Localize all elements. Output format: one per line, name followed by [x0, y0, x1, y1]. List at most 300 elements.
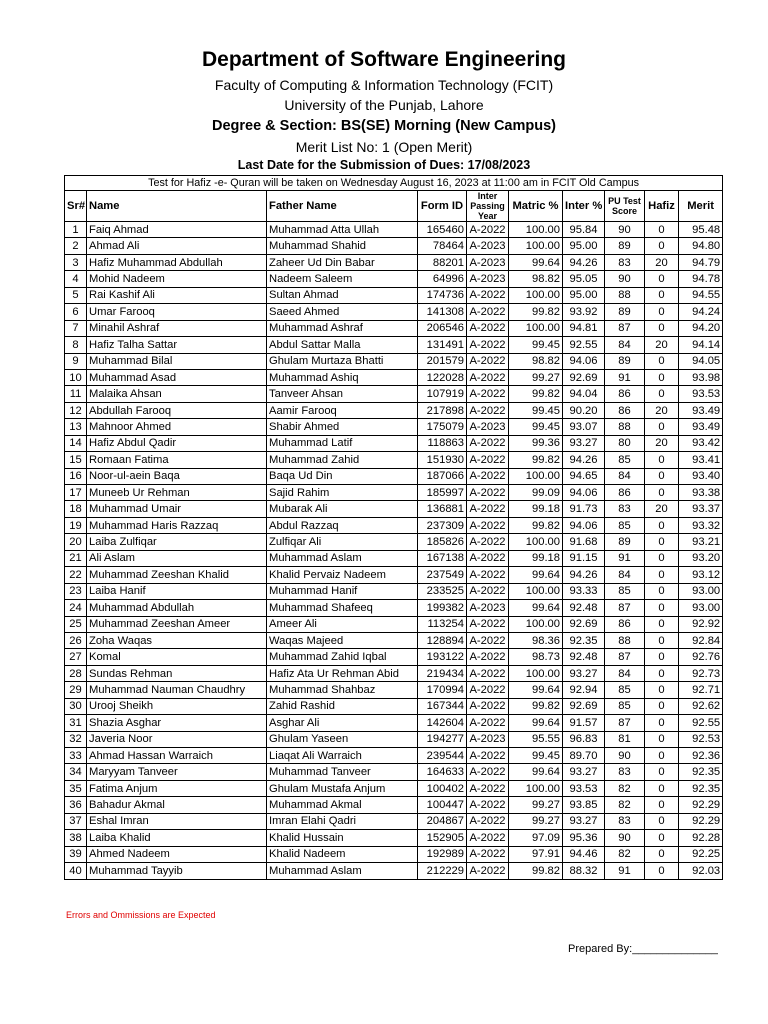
form-id-cell: 78464: [418, 238, 467, 254]
form-id-cell: 233525: [418, 583, 467, 599]
sr-cell: 37: [65, 813, 87, 829]
father-name-cell: Ghulam Yaseen: [267, 731, 418, 747]
matric-cell: 99.45: [509, 402, 563, 418]
inter-cell: 92.69: [563, 698, 605, 714]
col-header-passing-year: Inter Passing Year: [467, 191, 509, 222]
hafiz-cell: 0: [645, 698, 679, 714]
matric-cell: 99.64: [509, 764, 563, 780]
table-row: [65, 353, 723, 369]
sr-cell: 29: [65, 682, 87, 698]
inter-cell: 95.00: [563, 238, 605, 254]
table-row: [65, 665, 723, 681]
father-name-cell: Muhammad Zahid: [267, 452, 418, 468]
hafiz-cell: 0: [645, 632, 679, 648]
table-row: [65, 632, 723, 648]
form-id-cell: 174736: [418, 287, 467, 303]
name-cell: Hafiz Talha Sattar: [87, 337, 267, 353]
father-name-cell: Muhammad Shafeeq: [267, 600, 418, 616]
merit-cell: 94.05: [679, 353, 723, 369]
father-name-cell: Muhammad Aslam: [267, 863, 418, 879]
matric-cell: 100.00: [509, 665, 563, 681]
merit-cell: 92.84: [679, 632, 723, 648]
pu-score-cell: 83: [605, 501, 645, 517]
passing-year-cell: A-2022: [467, 632, 509, 648]
table-row: [65, 583, 723, 599]
pu-score-cell: 82: [605, 846, 645, 862]
father-name-cell: Saeed Ahmed: [267, 304, 418, 320]
matric-cell: 100.00: [509, 534, 563, 550]
table-row: [65, 715, 723, 731]
passing-year-cell: A-2023: [467, 271, 509, 287]
matric-cell: 99.64: [509, 682, 563, 698]
prepared-by: Prepared By:______________: [568, 943, 718, 955]
form-id-cell: 170994: [418, 682, 467, 698]
sr-cell: 8: [65, 337, 87, 353]
passing-year-cell: A-2022: [467, 616, 509, 632]
father-name-cell: Zahid Rashid: [267, 698, 418, 714]
form-id-cell: 136881: [418, 501, 467, 517]
merit-cell: 93.41: [679, 452, 723, 468]
inter-cell: 92.69: [563, 616, 605, 632]
hafiz-cell: 0: [645, 780, 679, 796]
merit-cell: 92.73: [679, 665, 723, 681]
father-name-cell: Muhammad Akmal: [267, 797, 418, 813]
form-id-cell: 107919: [418, 386, 467, 402]
merit-cell: 93.00: [679, 600, 723, 616]
merit-cell: 94.80: [679, 238, 723, 254]
name-cell: Bahadur Akmal: [87, 797, 267, 813]
table-row: [65, 468, 723, 484]
sr-cell: 23: [65, 583, 87, 599]
form-id-cell: 100402: [418, 780, 467, 796]
table-row: [65, 698, 723, 714]
sr-cell: 7: [65, 320, 87, 336]
inter-cell: 92.69: [563, 369, 605, 385]
hafiz-cell: 0: [645, 238, 679, 254]
matric-cell: 99.82: [509, 517, 563, 533]
matric-cell: 98.36: [509, 632, 563, 648]
inter-cell: 95.00: [563, 287, 605, 303]
university-line: University of the Punjab, Lahore: [284, 97, 484, 113]
form-id-cell: 219434: [418, 665, 467, 681]
sr-cell: 13: [65, 419, 87, 435]
hafiz-cell: 0: [645, 731, 679, 747]
pu-score-cell: 85: [605, 682, 645, 698]
table-row: [65, 402, 723, 418]
table-row: [65, 846, 723, 862]
hafiz-cell: 0: [645, 386, 679, 402]
name-cell: Shazia Asghar: [87, 715, 267, 731]
form-id-cell: 167344: [418, 698, 467, 714]
hafiz-cell: 0: [645, 304, 679, 320]
pu-score-cell: 87: [605, 649, 645, 665]
pu-score-cell: 89: [605, 534, 645, 550]
pu-score-cell: 86: [605, 485, 645, 501]
inter-cell: 92.94: [563, 682, 605, 698]
hafiz-cell: 20: [645, 254, 679, 270]
form-id-cell: 118863: [418, 435, 467, 451]
pu-score-cell: 86: [605, 402, 645, 418]
father-name-cell: Abdul Sattar Malla: [267, 337, 418, 353]
merit-cell: 92.92: [679, 616, 723, 632]
inter-cell: 91.73: [563, 501, 605, 517]
table-row: [65, 320, 723, 336]
pu-score-cell: 88: [605, 632, 645, 648]
hafiz-cell: 0: [645, 567, 679, 583]
form-id-cell: 164633: [418, 764, 467, 780]
form-id-cell: 131491: [418, 337, 467, 353]
form-id-cell: 201579: [418, 353, 467, 369]
hafiz-cell: 0: [645, 846, 679, 862]
merit-cell: 92.35: [679, 764, 723, 780]
sr-cell: 27: [65, 649, 87, 665]
sr-cell: 34: [65, 764, 87, 780]
passing-year-cell: A-2022: [467, 485, 509, 501]
form-id-cell: 204867: [418, 813, 467, 829]
inter-cell: 93.85: [563, 797, 605, 813]
hafiz-cell: 0: [645, 222, 679, 238]
passing-year-cell: A-2022: [467, 452, 509, 468]
table-row: [65, 369, 723, 385]
name-cell: Zoha Waqas: [87, 632, 267, 648]
name-cell: Muhammad Umair: [87, 501, 267, 517]
table-row: [65, 813, 723, 829]
passing-year-cell: A-2022: [467, 748, 509, 764]
sr-cell: 3: [65, 254, 87, 270]
inter-cell: 95.84: [563, 222, 605, 238]
inter-cell: 93.33: [563, 583, 605, 599]
col-header-merit: Merit: [679, 191, 723, 222]
table-row: [65, 682, 723, 698]
table-row: [65, 501, 723, 517]
sr-cell: 26: [65, 632, 87, 648]
merit-cell: 92.55: [679, 715, 723, 731]
merit-cell: 94.79: [679, 254, 723, 270]
inter-cell: 89.70: [563, 748, 605, 764]
sr-cell: 17: [65, 485, 87, 501]
passing-year-cell: A-2023: [467, 600, 509, 616]
merit-cell: 92.76: [679, 649, 723, 665]
sr-cell: 18: [65, 501, 87, 517]
merit-cell: 92.03: [679, 863, 723, 879]
inter-cell: 93.53: [563, 780, 605, 796]
sr-cell: 19: [65, 517, 87, 533]
hafiz-cell: 0: [645, 863, 679, 879]
name-cell: Malaika Ahsan: [87, 386, 267, 402]
pu-score-cell: 84: [605, 665, 645, 681]
passing-year-cell: A-2022: [467, 435, 509, 451]
inter-cell: 94.04: [563, 386, 605, 402]
inter-cell: 93.92: [563, 304, 605, 320]
matric-cell: 99.18: [509, 501, 563, 517]
passing-year-cell: A-2022: [467, 764, 509, 780]
name-cell: Muhammad Abdullah: [87, 600, 267, 616]
table-row: [65, 271, 723, 287]
hafiz-cell: 0: [645, 813, 679, 829]
pu-score-cell: 85: [605, 698, 645, 714]
merit-cell: 93.38: [679, 485, 723, 501]
inter-cell: 95.05: [563, 271, 605, 287]
sr-cell: 4: [65, 271, 87, 287]
pu-score-cell: 83: [605, 813, 645, 829]
merit-cell: 93.53: [679, 386, 723, 402]
name-cell: Muhammad Nauman Chaudhry: [87, 682, 267, 698]
merit-cell: 93.12: [679, 567, 723, 583]
sr-cell: 39: [65, 846, 87, 862]
matric-cell: 100.00: [509, 287, 563, 303]
father-name-cell: Khalid Pervaiz Nadeem: [267, 567, 418, 583]
passing-year-cell: A-2022: [467, 222, 509, 238]
name-cell: Muhammad Haris Razzaq: [87, 517, 267, 533]
hafiz-cell: 0: [645, 550, 679, 566]
pu-score-cell: 91: [605, 550, 645, 566]
hafiz-cell: 0: [645, 682, 679, 698]
inter-cell: 90.20: [563, 402, 605, 418]
pu-score-cell: 90: [605, 830, 645, 846]
sr-cell: 2: [65, 238, 87, 254]
matric-cell: 99.82: [509, 386, 563, 402]
merit-cell: 93.00: [679, 583, 723, 599]
name-cell: Ahmad Ali: [87, 238, 267, 254]
merit-cell: 93.49: [679, 419, 723, 435]
passing-year-cell: A-2023: [467, 419, 509, 435]
passing-year-cell: A-2022: [467, 698, 509, 714]
matric-cell: 97.09: [509, 830, 563, 846]
name-cell: Ahmad Hassan Warraich: [87, 748, 267, 764]
name-cell: Romaan Fatima: [87, 452, 267, 468]
passing-year-cell: A-2022: [467, 715, 509, 731]
passing-year-cell: A-2022: [467, 682, 509, 698]
father-name-cell: Sajid Rahim: [267, 485, 418, 501]
pu-score-cell: 84: [605, 337, 645, 353]
inter-cell: 95.36: [563, 830, 605, 846]
hafiz-cell: 0: [645, 797, 679, 813]
sr-cell: 25: [65, 616, 87, 632]
merit-cell: 94.20: [679, 320, 723, 336]
father-name-cell: Muhammad Ashiq: [267, 369, 418, 385]
hafiz-cell: 20: [645, 402, 679, 418]
passing-year-cell: A-2022: [467, 583, 509, 599]
matric-cell: 99.27: [509, 813, 563, 829]
matric-cell: 99.45: [509, 337, 563, 353]
pu-score-cell: 85: [605, 452, 645, 468]
inter-cell: 93.27: [563, 665, 605, 681]
father-name-cell: Muhammad Ashraf: [267, 320, 418, 336]
form-id-cell: 187066: [418, 468, 467, 484]
passing-year-cell: A-2022: [467, 665, 509, 681]
sr-cell: 30: [65, 698, 87, 714]
name-cell: Hafiz Muhammad Abdullah: [87, 254, 267, 270]
passing-year-cell: A-2022: [467, 386, 509, 402]
hafiz-cell: 20: [645, 435, 679, 451]
table-row: [65, 386, 723, 402]
name-cell: Maryyam Tanveer: [87, 764, 267, 780]
table-row: [65, 600, 723, 616]
last-date-line: Last Date for the Submission of Dues: 17/08/2023: [237, 158, 531, 172]
matric-cell: 100.00: [509, 222, 563, 238]
passing-year-cell: A-2023: [467, 254, 509, 270]
father-name-cell: Ameer Ali: [267, 616, 418, 632]
name-cell: Muhammad Bilal: [87, 353, 267, 369]
hafiz-cell: 0: [645, 452, 679, 468]
col-header-matric: Matric %: [509, 191, 563, 222]
col-header-form-id: Form ID: [418, 191, 467, 222]
merit-cell: 92.35: [679, 780, 723, 796]
sr-cell: 35: [65, 780, 87, 796]
father-name-cell: Ghulam Murtaza Bhatti: [267, 353, 418, 369]
matric-cell: 100.00: [509, 238, 563, 254]
sr-cell: 5: [65, 287, 87, 303]
matric-cell: 99.82: [509, 863, 563, 879]
name-cell: Ali Aslam: [87, 550, 267, 566]
table-row: [65, 254, 723, 270]
hafiz-cell: 0: [645, 485, 679, 501]
sr-cell: 31: [65, 715, 87, 731]
table-row: [65, 764, 723, 780]
sr-cell: 24: [65, 600, 87, 616]
father-name-cell: Muhammad Aslam: [267, 550, 418, 566]
passing-year-cell: A-2022: [467, 830, 509, 846]
pu-score-cell: 89: [605, 353, 645, 369]
pu-score-cell: 81: [605, 731, 645, 747]
form-id-cell: 128894: [418, 632, 467, 648]
form-id-cell: 239544: [418, 748, 467, 764]
sr-cell: 38: [65, 830, 87, 846]
name-cell: Umar Farooq: [87, 304, 267, 320]
form-id-cell: 237549: [418, 567, 467, 583]
matric-cell: 100.00: [509, 468, 563, 484]
passing-year-cell: A-2022: [467, 813, 509, 829]
name-cell: Eshal Imran: [87, 813, 267, 829]
father-name-cell: Hafiz Ata Ur Rehman Abid: [267, 665, 418, 681]
matric-cell: 99.64: [509, 600, 563, 616]
merit-cell: 92.62: [679, 698, 723, 714]
merit-cell: 92.29: [679, 797, 723, 813]
merit-cell: 92.71: [679, 682, 723, 698]
father-name-cell: Sultan Ahmad: [267, 287, 418, 303]
table-row: [65, 616, 723, 632]
father-name-cell: Khalid Nadeem: [267, 846, 418, 862]
form-id-cell: 217898: [418, 402, 467, 418]
merit-cell: 93.20: [679, 550, 723, 566]
merit-cell: 94.24: [679, 304, 723, 320]
merit-cell: 93.37: [679, 501, 723, 517]
pu-score-cell: 84: [605, 567, 645, 583]
matric-cell: 99.82: [509, 452, 563, 468]
notice-row: [65, 176, 723, 191]
table-row: [65, 550, 723, 566]
name-cell: Fatima Anjum: [87, 780, 267, 796]
table-row: [65, 748, 723, 764]
merit-cell: 93.98: [679, 369, 723, 385]
form-id-cell: 152905: [418, 830, 467, 846]
inter-cell: 92.48: [563, 600, 605, 616]
matric-cell: 99.82: [509, 304, 563, 320]
table-row: [65, 435, 723, 451]
hafiz-cell: 0: [645, 764, 679, 780]
table-row: [65, 287, 723, 303]
form-id-cell: 113254: [418, 616, 467, 632]
father-name-cell: Waqas Majeed: [267, 632, 418, 648]
matric-cell: 97.91: [509, 846, 563, 862]
form-id-cell: 64996: [418, 271, 467, 287]
col-header-hafiz: Hafiz: [645, 191, 679, 222]
name-cell: Minahil Ashraf: [87, 320, 267, 336]
matric-cell: 99.64: [509, 254, 563, 270]
pu-score-cell: 83: [605, 254, 645, 270]
form-id-cell: 122028: [418, 369, 467, 385]
inter-cell: 93.07: [563, 419, 605, 435]
matric-cell: 95.55: [509, 731, 563, 747]
name-cell: Ahmed Nadeem: [87, 846, 267, 862]
matric-cell: 99.45: [509, 748, 563, 764]
inter-cell: 94.06: [563, 353, 605, 369]
matric-cell: 99.27: [509, 369, 563, 385]
passing-year-cell: A-2022: [467, 369, 509, 385]
merit-cell: 93.32: [679, 517, 723, 533]
merit-cell: 92.53: [679, 731, 723, 747]
matric-cell: 100.00: [509, 583, 563, 599]
hafiz-cell: 0: [645, 320, 679, 336]
merit-cell: 92.36: [679, 748, 723, 764]
hafiz-cell: 0: [645, 534, 679, 550]
name-cell: Noor-ul-aein Baqa: [87, 468, 267, 484]
pu-score-cell: 80: [605, 435, 645, 451]
sr-cell: 21: [65, 550, 87, 566]
form-id-cell: 192989: [418, 846, 467, 862]
form-id-cell: 194277: [418, 731, 467, 747]
sr-cell: 12: [65, 402, 87, 418]
merit-cell: 94.14: [679, 337, 723, 353]
table-row: [65, 797, 723, 813]
merit-cell: 94.78: [679, 271, 723, 287]
hafiz-cell: 0: [645, 748, 679, 764]
table-row: [65, 830, 723, 846]
passing-year-cell: A-2023: [467, 731, 509, 747]
sr-cell: 40: [65, 863, 87, 879]
father-name-cell: Liaqat Ali Warraich: [267, 748, 418, 764]
inter-cell: 92.55: [563, 337, 605, 353]
name-cell: Muhammad Tayyib: [87, 863, 267, 879]
form-id-cell: 88201: [418, 254, 467, 270]
father-name-cell: Mubarak Ali: [267, 501, 418, 517]
passing-year-cell: A-2023: [467, 238, 509, 254]
inter-cell: 93.27: [563, 813, 605, 829]
table-row: [65, 517, 723, 533]
name-cell: Sundas Rehman: [87, 665, 267, 681]
matric-cell: 99.27: [509, 797, 563, 813]
pu-score-cell: 87: [605, 320, 645, 336]
matric-cell: 99.18: [509, 550, 563, 566]
inter-cell: 91.68: [563, 534, 605, 550]
matric-cell: 99.64: [509, 715, 563, 731]
pu-score-cell: 90: [605, 271, 645, 287]
passing-year-cell: A-2022: [467, 304, 509, 320]
matric-cell: 99.36: [509, 435, 563, 451]
name-cell: Faiq Ahmad: [87, 222, 267, 238]
father-name-cell: Ghulam Mustafa Anjum: [267, 780, 418, 796]
pu-score-cell: 83: [605, 764, 645, 780]
pu-score-cell: 87: [605, 715, 645, 731]
matric-cell: 99.64: [509, 567, 563, 583]
pu-score-cell: 86: [605, 616, 645, 632]
name-cell: Laiba Khalid: [87, 830, 267, 846]
sr-cell: 32: [65, 731, 87, 747]
merit-cell: 93.42: [679, 435, 723, 451]
form-id-cell: 237309: [418, 517, 467, 533]
hafiz-cell: 0: [645, 353, 679, 369]
father-name-cell: Imran Elahi Qadri: [267, 813, 418, 829]
